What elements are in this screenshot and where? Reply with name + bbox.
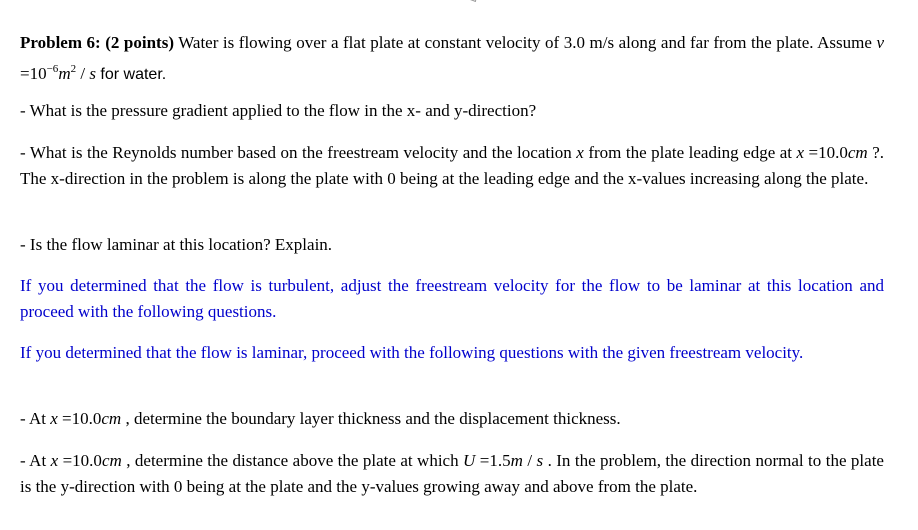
question-pressure-gradient: - What is the pressure gradient applied to the flow in the x- and y-direction?	[20, 101, 537, 120]
question-boundary-layer: - At x =10.0cm , determine the boundary layer thickness and the displacement thickness.	[20, 409, 621, 428]
question-laminar: - Is the flow laminar at this location? Explain.	[20, 235, 333, 254]
page-mark	[469, 0, 478, 2]
instruction-laminar: If you determined that the flow is laminar, proceed with the following questions with the given freestream velocity.	[20, 343, 804, 362]
instruction-turbulent: If you determined that the flow is turbulent, adjust the freestream velocity for the flow to be laminar at this location and proceed with the following questions.	[20, 276, 884, 321]
question-reynolds-number: - What is the Reynolds number based on the freestream velocity and the location x from the plate leading edge at x =10.0cm ?. The x-direction in the problem is along the plate with 0 being at the leading edge and the x-values increasing along the plate.	[20, 143, 885, 188]
question-velocity-height: - At x =10.0cm , determine the distance above the plate at which U =1.5m / s . In the problem, the direction normal to the plate is the y-direction with 0 being at the plate and the y-values growing away and above from the plate.	[20, 451, 884, 496]
problem-heading: Problem 6: (2 points)	[20, 33, 174, 52]
problem-statement: Problem 6: (2 points) Water is flowing over a flat plate at constant velocity of 3.0 m/s along and far from the plate. Assume $\nu =10^{-6}m^2 / s$ for water.	[20, 33, 884, 83]
